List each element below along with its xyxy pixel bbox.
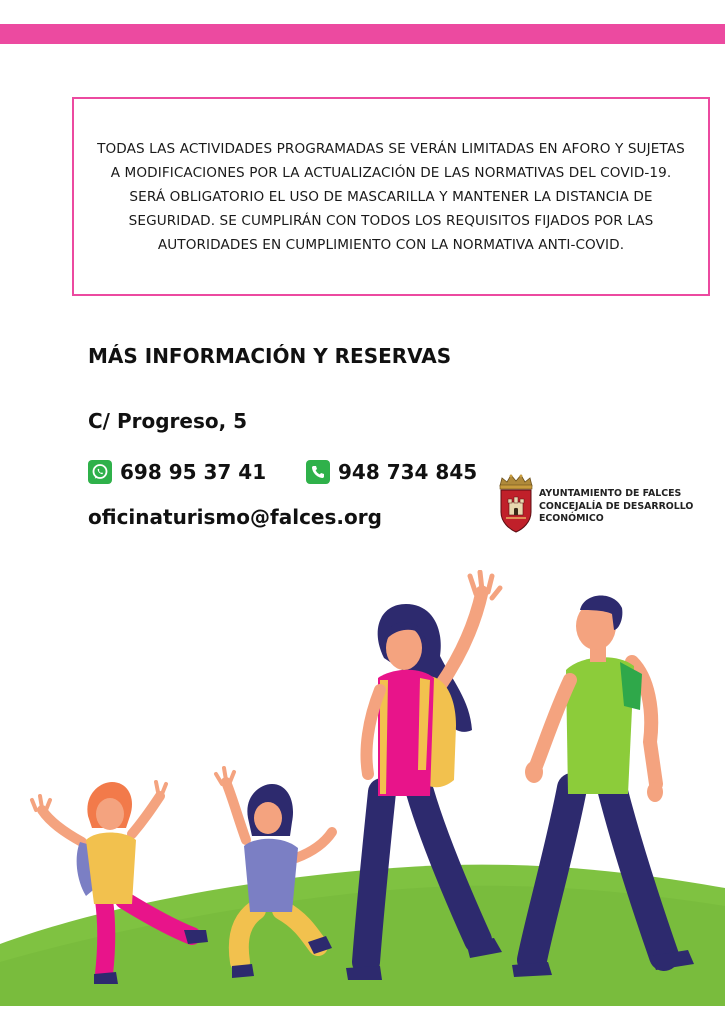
council-department-line1: CONCEJALÍA DE DESARROLLO [539,500,694,512]
coat-of-arms-icon [496,472,536,534]
email-address[interactable]: oficinaturismo@falces.org [88,505,382,529]
phone-icon [306,460,330,484]
top-pink-bar [0,24,725,44]
council-name: AYUNTAMIENTO DE FALCES [539,488,682,499]
address-text: C/ Progreso, 5 [88,409,248,433]
phone-number[interactable]: 948 734 845 [338,460,478,484]
whatsapp-icon [88,460,112,484]
council-logo [496,472,693,534]
covid-notice-box [72,97,710,296]
phone-contact[interactable] [306,460,477,484]
family-jumping-illustration [0,570,725,1024]
whatsapp-contact[interactable] [88,460,266,484]
info-reservations-title: MÁS INFORMACIÓN Y RESERVAS [88,344,452,368]
whatsapp-number[interactable]: 698 95 37 41 [120,460,267,484]
covid-notice-text: TODAS LAS ACTIVIDADES PROGRAMADAS SE VERÁN LIMITADAS EN AFORO Y SUJETAS A MODIFICACIONES POR LA ACTUALIZACIÓN DE LAS NORMATIVAS DEL COVID-19. SERÁ OBLIGATORIO EL USO DE MASCARILLA Y MANTENER LA DISTANCIA DE SEGURIDAD. SE CUMPLIRÁN CON TODOS LOS REQUISITOS FIJADOS POR LAS AUTORIDADES EN CUMPLIMIENTO CON LA NORMATIVA ANTI-COVID. [97,140,685,253]
council-department-line2: ECONÓMICO [539,513,604,524]
